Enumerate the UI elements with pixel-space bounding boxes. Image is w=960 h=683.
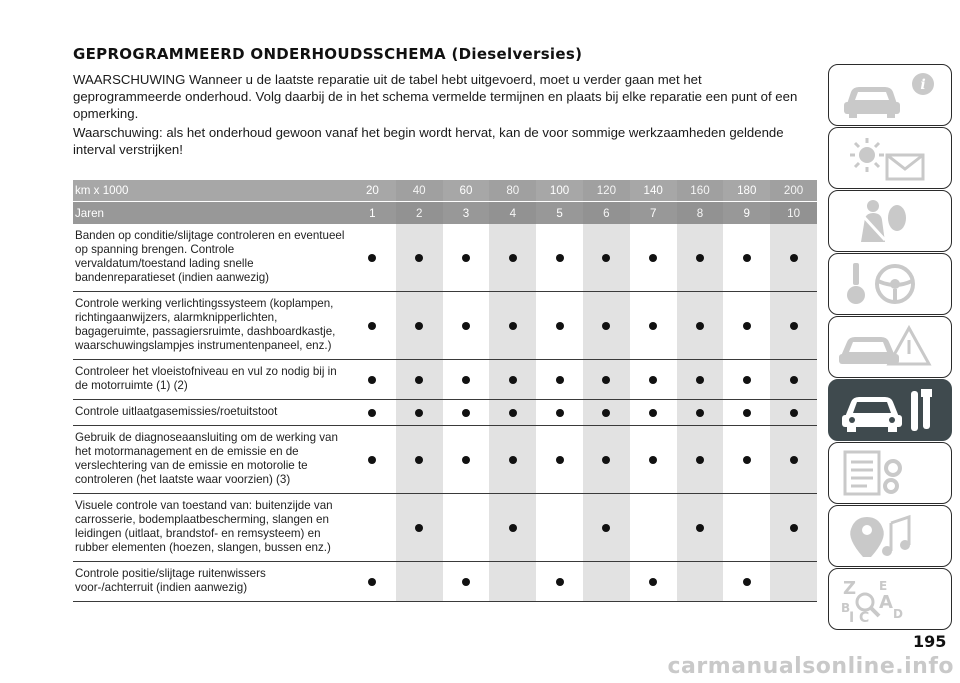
maintenance-task-description: Controle positie/slijtage ruitenwissers voor-/achterruit (indien aanwezig) xyxy=(73,562,349,602)
schedule-cell xyxy=(349,562,396,602)
maintenance-task-description: Banden op conditie/slijtage controleren en eventueel op spanning brengen. Controle vervaldatum/toestand lading snelle bandenreparatieset (indien aanwezig) xyxy=(73,224,349,292)
km-header-label: km x 1000 xyxy=(73,180,349,202)
schedule-cell xyxy=(723,292,770,360)
scheduled-dot-icon xyxy=(462,254,470,262)
schedule-cell xyxy=(583,360,630,400)
scheduled-dot-icon xyxy=(602,409,610,417)
scheduled-dot-icon xyxy=(509,456,517,464)
schedule-cell xyxy=(536,562,583,602)
svg-text:A: A xyxy=(879,592,893,613)
years-header-value: 7 xyxy=(630,202,677,225)
schedule-cell xyxy=(677,562,724,602)
maintenance-task-description: Visuele controle van toestand van: buitenzijde van carrosserie, bodemplaatbescherming, slangen en leidingen (uitlaat, brandstof- en remsysteem) en rubber elementen (hoezen, slangen, bussen enz.) xyxy=(73,494,349,562)
schedule-cell xyxy=(723,494,770,562)
schedule-cell xyxy=(583,400,630,426)
page-title: GEPROGRAMMEERD ONDERHOUDSSCHEMA (Dieselversies) xyxy=(73,45,583,63)
schedule-cell xyxy=(583,292,630,360)
scheduled-dot-icon xyxy=(415,456,423,464)
schedule-cell xyxy=(396,494,443,562)
schedule-cell xyxy=(349,360,396,400)
schedule-cell xyxy=(583,224,630,292)
schedule-cell xyxy=(443,360,490,400)
svg-text:C: C xyxy=(859,610,870,624)
svg-text:B: B xyxy=(841,601,851,615)
schedule-cell xyxy=(770,360,817,400)
schedule-cell xyxy=(536,494,583,562)
schedule-cell xyxy=(396,292,443,360)
scheduled-dot-icon xyxy=(368,409,376,417)
scheduled-dot-icon xyxy=(696,376,704,384)
schedule-cell xyxy=(770,562,817,602)
schedule-cell xyxy=(396,562,443,602)
scheduled-dot-icon xyxy=(602,524,610,532)
page-number: 195 xyxy=(913,632,947,651)
schedule-cell xyxy=(489,562,536,602)
svg-text:I: I xyxy=(849,610,855,624)
car-info-icon xyxy=(835,70,945,120)
tab-maintenance[interactable] xyxy=(828,379,952,441)
schedule-cell xyxy=(443,494,490,562)
years-header-label: Jaren xyxy=(73,202,349,225)
scheduled-dot-icon xyxy=(696,409,704,417)
scheduled-dot-icon xyxy=(649,409,657,417)
schedule-cell xyxy=(583,426,630,494)
schedule-cell xyxy=(349,400,396,426)
scheduled-dot-icon xyxy=(696,524,704,532)
km-header-value: 140 xyxy=(630,180,677,202)
schedule-cell xyxy=(396,224,443,292)
warning-light-icon xyxy=(835,133,945,183)
scheduled-dot-icon xyxy=(368,376,376,384)
scheduled-dot-icon xyxy=(602,254,610,262)
schedule-cell xyxy=(443,562,490,602)
schedule-cell xyxy=(723,400,770,426)
schedule-cell xyxy=(443,292,490,360)
scheduled-dot-icon xyxy=(415,524,423,532)
scheduled-dot-icon xyxy=(743,322,751,330)
km-header-value: 180 xyxy=(723,180,770,202)
years-header-value: 9 xyxy=(723,202,770,225)
scheduled-dot-icon xyxy=(509,322,517,330)
tab-safety[interactable] xyxy=(828,190,952,252)
years-header-value: 5 xyxy=(536,202,583,225)
schedule-cell xyxy=(583,562,630,602)
schedule-cell xyxy=(489,400,536,426)
table-row xyxy=(73,360,817,400)
schedule-cell xyxy=(443,426,490,494)
scheduled-dot-icon xyxy=(649,254,657,262)
table-row xyxy=(73,400,817,426)
schedule-cell xyxy=(349,292,396,360)
scheduled-dot-icon xyxy=(556,456,564,464)
km-header-row xyxy=(73,180,817,202)
schedule-cell xyxy=(630,292,677,360)
scheduled-dot-icon xyxy=(509,254,517,262)
scheduled-dot-icon xyxy=(415,322,423,330)
scheduled-dot-icon xyxy=(743,456,751,464)
schedule-cell xyxy=(489,360,536,400)
schedule-cell xyxy=(583,494,630,562)
seatbelt-airbag-icon xyxy=(835,196,945,246)
scheduled-dot-icon xyxy=(602,376,610,384)
warning-paragraph: WAARSCHUWING Wanneer u de laatste reparatie uit de tabel hebt uitgevoerd, moet u verder gaan met het geprogrammeerde onderhoud. Volg daarbij de in het schema vermelde termijnen en plaats bij elke reparatie een punt of een opmerking. xyxy=(73,72,798,121)
tab-index[interactable] xyxy=(828,568,952,630)
music-nav-icon xyxy=(835,511,945,561)
schedule-cell xyxy=(770,494,817,562)
scheduled-dot-icon xyxy=(790,254,798,262)
km-header-value: 40 xyxy=(396,180,443,202)
scheduled-dot-icon xyxy=(790,409,798,417)
scheduled-dot-icon xyxy=(509,409,517,417)
years-header-value: 10 xyxy=(770,202,817,225)
km-header-value: 120 xyxy=(583,180,630,202)
table-row xyxy=(73,292,817,360)
scheduled-dot-icon xyxy=(556,578,564,586)
alphabet-index-icon xyxy=(835,574,945,624)
scheduled-dot-icon xyxy=(649,456,657,464)
schedule-cell xyxy=(677,400,724,426)
svg-text:Z: Z xyxy=(843,578,857,599)
scheduled-dot-icon xyxy=(368,456,376,464)
schedule-cell xyxy=(723,360,770,400)
schedule-cell xyxy=(723,224,770,292)
key-steering-wheel-icon xyxy=(835,259,945,309)
scheduled-dot-icon xyxy=(368,322,376,330)
tab-car-info[interactable] xyxy=(828,64,952,126)
table-row xyxy=(73,426,817,494)
schedule-cell xyxy=(723,562,770,602)
km-header-value: 200 xyxy=(770,180,817,202)
scheduled-dot-icon xyxy=(649,578,657,586)
years-header-row xyxy=(73,202,817,225)
scheduled-dot-icon xyxy=(556,254,564,262)
scheduled-dot-icon xyxy=(790,524,798,532)
schedule-cell xyxy=(489,224,536,292)
schedule-cell xyxy=(630,400,677,426)
km-header-value: 160 xyxy=(677,180,724,202)
svg-text:D: D xyxy=(893,607,903,621)
scheduled-dot-icon xyxy=(509,376,517,384)
scheduled-dot-icon xyxy=(743,578,751,586)
years-header-value: 3 xyxy=(443,202,490,225)
schedule-cell xyxy=(677,494,724,562)
schedule-cell xyxy=(630,426,677,494)
watermark: carmanualsonline.info xyxy=(667,654,954,679)
scheduled-dot-icon xyxy=(743,254,751,262)
schedule-cell xyxy=(770,426,817,494)
scheduled-dot-icon xyxy=(368,578,376,586)
years-header-value: 8 xyxy=(677,202,724,225)
schedule-cell xyxy=(536,292,583,360)
scheduled-dot-icon xyxy=(368,254,376,262)
scheduled-dot-icon xyxy=(556,322,564,330)
schedule-cell xyxy=(770,292,817,360)
maintenance-task-description: Gebruik de diagnoseaansluiting om de werking van het motormanagement en de emissie en de verslechtering van de emissie en motorolie te controleren (het laatste waar voorzien) (3) xyxy=(73,426,349,494)
years-header-value: 4 xyxy=(489,202,536,225)
schedule-cell xyxy=(349,224,396,292)
schedule-cell xyxy=(489,494,536,562)
maintenance-task-description: Controle werking verlichtingssysteem (koplampen, richtingaanwijzers, alarmknipperlichten, bagageruimte, passagiersruimte, dashboardkastje, waarschuwingslampjes instrumentenpaneel, enz.) xyxy=(73,292,349,360)
svg-text:i: i xyxy=(920,77,926,93)
tab-warning-lights[interactable] xyxy=(828,127,952,189)
scheduled-dot-icon xyxy=(790,322,798,330)
schedule-cell xyxy=(396,400,443,426)
table-row xyxy=(73,224,817,292)
schedule-cell xyxy=(630,494,677,562)
document-gears-icon xyxy=(835,448,945,498)
scheduled-dot-icon xyxy=(743,376,751,384)
years-header-value: 6 xyxy=(583,202,630,225)
scheduled-dot-icon xyxy=(602,322,610,330)
schedule-cell xyxy=(536,224,583,292)
car-wrench-icon xyxy=(835,385,945,435)
schedule-cell xyxy=(396,426,443,494)
scheduled-dot-icon xyxy=(415,254,423,262)
table-row xyxy=(73,494,817,562)
schedule-cell xyxy=(349,426,396,494)
scheduled-dot-icon xyxy=(649,376,657,384)
maintenance-task-description: Controle uitlaatgasemissies/roetuitstoot xyxy=(73,400,349,426)
scheduled-dot-icon xyxy=(790,456,798,464)
schedule-cell xyxy=(536,426,583,494)
schedule-cell xyxy=(677,426,724,494)
scheduled-dot-icon xyxy=(415,409,423,417)
km-header-value: 80 xyxy=(489,180,536,202)
schedule-cell xyxy=(630,360,677,400)
schedule-cell xyxy=(630,562,677,602)
table-row xyxy=(73,562,817,602)
schedule-cell xyxy=(677,360,724,400)
schedule-cell xyxy=(630,224,677,292)
schedule-cell xyxy=(443,224,490,292)
scheduled-dot-icon xyxy=(649,322,657,330)
tab-emergency[interactable] xyxy=(828,316,952,378)
schedule-cell xyxy=(770,224,817,292)
schedule-cell xyxy=(489,426,536,494)
schedule-cell xyxy=(349,494,396,562)
scheduled-dot-icon xyxy=(602,456,610,464)
scheduled-dot-icon xyxy=(696,254,704,262)
scheduled-dot-icon xyxy=(790,376,798,384)
km-header-value: 100 xyxy=(536,180,583,202)
scheduled-dot-icon xyxy=(696,322,704,330)
maintenance-schedule-table xyxy=(73,180,817,602)
years-header-value: 2 xyxy=(396,202,443,225)
scheduled-dot-icon xyxy=(696,456,704,464)
note-paragraph: Waarschuwing: als het onderhoud gewoon vanaf het begin wordt hervat, kan de voor sommige werkzaamheden geldende interval verstrijken! xyxy=(73,125,784,157)
schedule-cell xyxy=(536,360,583,400)
scheduled-dot-icon xyxy=(556,409,564,417)
km-header-value: 20 xyxy=(349,180,396,202)
scheduled-dot-icon xyxy=(556,376,564,384)
schedule-cell xyxy=(723,426,770,494)
tab-starting-driving[interactable] xyxy=(828,253,952,315)
years-header-value: 1 xyxy=(349,202,396,225)
km-header-value: 60 xyxy=(443,180,490,202)
scheduled-dot-icon xyxy=(415,376,423,384)
scheduled-dot-icon xyxy=(462,376,470,384)
schedule-cell xyxy=(770,400,817,426)
tab-multimedia[interactable] xyxy=(828,505,952,567)
schedule-cell xyxy=(489,292,536,360)
maintenance-task-description: Controleer het vloeistofniveau en vul zo nodig bij in de motorruimte (1) (2) xyxy=(73,360,349,400)
scheduled-dot-icon xyxy=(462,456,470,464)
scheduled-dot-icon xyxy=(462,578,470,586)
car-breakdown-icon xyxy=(835,322,945,372)
svg-text:E: E xyxy=(879,579,888,593)
scheduled-dot-icon xyxy=(462,322,470,330)
schedule-cell xyxy=(677,292,724,360)
schedule-cell xyxy=(536,400,583,426)
schedule-cell xyxy=(443,400,490,426)
scheduled-dot-icon xyxy=(509,524,517,532)
scheduled-dot-icon xyxy=(743,409,751,417)
scheduled-dot-icon xyxy=(462,409,470,417)
schedule-cell xyxy=(396,360,443,400)
tab-technical-data[interactable] xyxy=(828,442,952,504)
schedule-cell xyxy=(677,224,724,292)
